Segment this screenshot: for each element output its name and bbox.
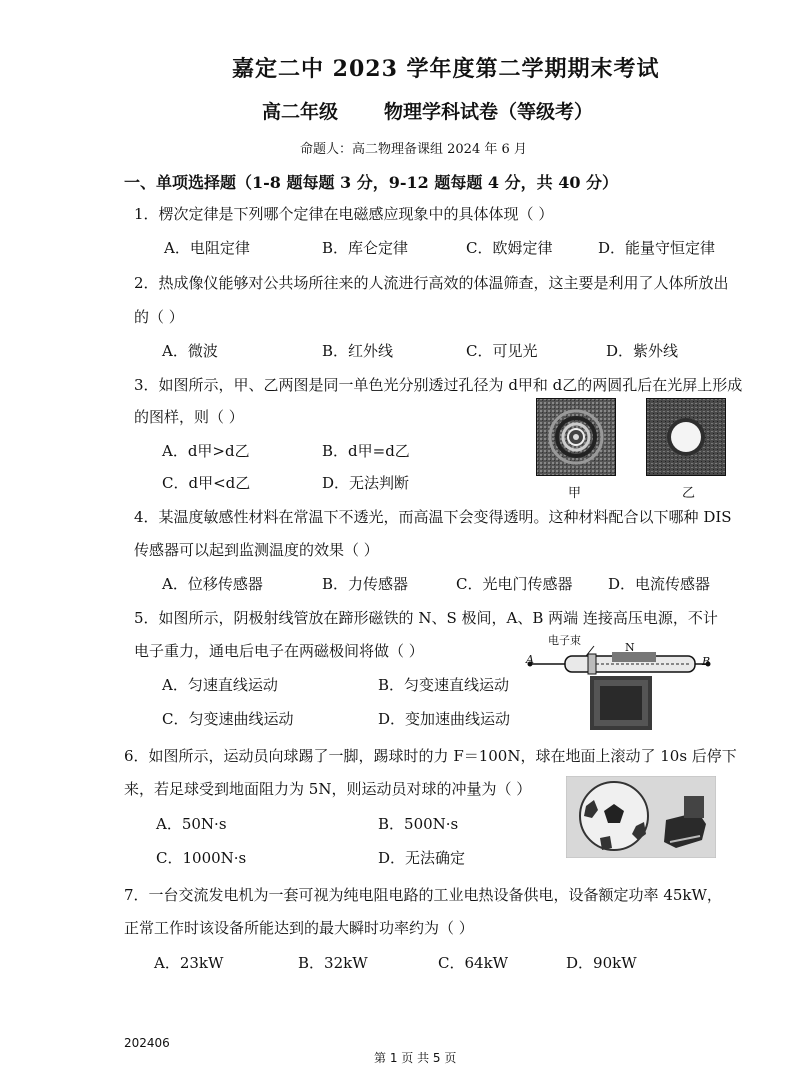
question-6-stem-line1: 6．如图所示，运动员向球踢了一脚，踢球时的力 F＝100N，球在地面上滚动了 10s 后停下	[124, 747, 737, 765]
q7-option-a: A．23kW	[154, 954, 224, 972]
question-5-stem-line1: 5．如图所示，阴极射线管放在蹄形磁铁的 N、S 极间，A、B 两端 连接高压电源，不计	[134, 609, 718, 627]
diffraction-pattern-yi	[646, 398, 726, 476]
exam-code: 202406	[124, 1036, 170, 1050]
question-3-stem-line1: 3．如图所示，甲、乙两图是同一单色光分别透过孔径为 d甲和 d乙的两圆孔后在光屏上形成	[134, 376, 743, 394]
q4-option-c: C．光电门传感器	[456, 575, 573, 593]
pole-n-label: N	[625, 641, 635, 654]
q6-option-c: C．1000N·s	[156, 849, 247, 867]
section-heading: 一、单项选择题（1-8 题每题 3 分，9-12 题每题 4 分，共 40 分）	[124, 173, 619, 192]
q2-option-d: D．紫外线	[606, 342, 679, 360]
page-number: 第 1 页 共 5 页	[374, 1051, 457, 1065]
q2-option-c: C．可见光	[466, 342, 538, 360]
question-2-stem-line1: 2．热成像仪能够对公共场所往来的人流进行高效的体温筛查，这主要是利用了人体所放出	[134, 274, 729, 292]
q1-option-a: A．电阻定律	[164, 239, 250, 257]
question-1-stem: 1．楞次定律是下列哪个定律在电磁感应现象中的具体体现（ ）	[134, 205, 554, 223]
grade-label: 高二年级	[262, 101, 339, 123]
q1-option-d: D．能量守恒定律	[598, 239, 716, 257]
q5-option-d: D．变加速曲线运动	[378, 710, 511, 728]
q2-option-b: B．红外线	[322, 342, 394, 360]
end-b-label: B	[702, 655, 711, 668]
question-2-stem-line2: 的（ ）	[134, 308, 184, 326]
q3-option-b: B．d甲=d乙	[322, 442, 410, 460]
q5-option-a: A．匀速直线运动	[162, 676, 278, 694]
end-a-label: A	[526, 653, 534, 666]
caption-yi: 乙	[682, 486, 696, 501]
diffraction-pattern-jia	[536, 398, 616, 476]
q3-option-c: C．d甲<d乙	[162, 474, 251, 492]
q7-option-d: D．90kW	[566, 954, 637, 972]
question-5-stem-line2: 电子重力，通电后电子在两磁极间将做（ ）	[134, 642, 424, 660]
q3-option-d: D．无法判断	[322, 474, 410, 492]
q7-option-b: B．32kW	[298, 954, 368, 972]
q4-option-a: A．位移传感器	[162, 575, 263, 593]
question-4-stem-line1: 4．某温度敏感性材料在常温下不透光，而高温下会变得透明。这种材料配合以下哪种 DIS	[134, 508, 732, 526]
q3-option-a: A．d甲>d乙	[162, 442, 250, 460]
q1-option-c: C．欧姆定律	[466, 239, 553, 257]
q7-option-c: C．64kW	[438, 954, 509, 972]
q4-option-b: B．力传感器	[322, 575, 409, 593]
football-kick-figure	[566, 776, 716, 858]
caption-jia: 甲	[568, 486, 582, 501]
q1-option-b: B．库仑定律	[322, 239, 409, 257]
question-7-stem-line1: 7．一台交流发电机为一套可视为纯电阻电路的工业电热设备供电，设备额定功率 45kW，	[124, 886, 722, 904]
q5-option-c: C．匀变速曲线运动	[162, 710, 294, 728]
beam-label: 电子束	[548, 634, 581, 647]
page-title: 嘉定二中 2023 学年度第二学期期末考试	[232, 56, 660, 82]
question-4-stem-line2: 传感器可以起到监测温度的效果（ ）	[134, 541, 379, 559]
subject-label: 物理学科试卷（等级考）	[384, 101, 594, 123]
q5-option-b: B．匀变速直线运动	[378, 676, 510, 694]
question-3-stem-line2: 的图样，则（ ）	[134, 408, 244, 426]
q6-option-a: A．50N·s	[156, 815, 227, 833]
question-6-stem-line2: 来，若足球受到地面阻力为 5N，则运动员对球的冲量为（ ）	[124, 780, 532, 798]
q6-option-d: D．无法确定	[378, 849, 466, 867]
question-7-stem-line2: 正常工作时该设备所能达到的最大瞬时功率约为（ ）	[124, 919, 474, 937]
q4-option-d: D．电流传感器	[608, 575, 711, 593]
q2-option-a: A．微波	[162, 342, 218, 360]
q6-option-b: B．500N·s	[378, 815, 459, 833]
author-line: 命题人：高二物理备课组 2024 年 6 月	[300, 142, 527, 157]
